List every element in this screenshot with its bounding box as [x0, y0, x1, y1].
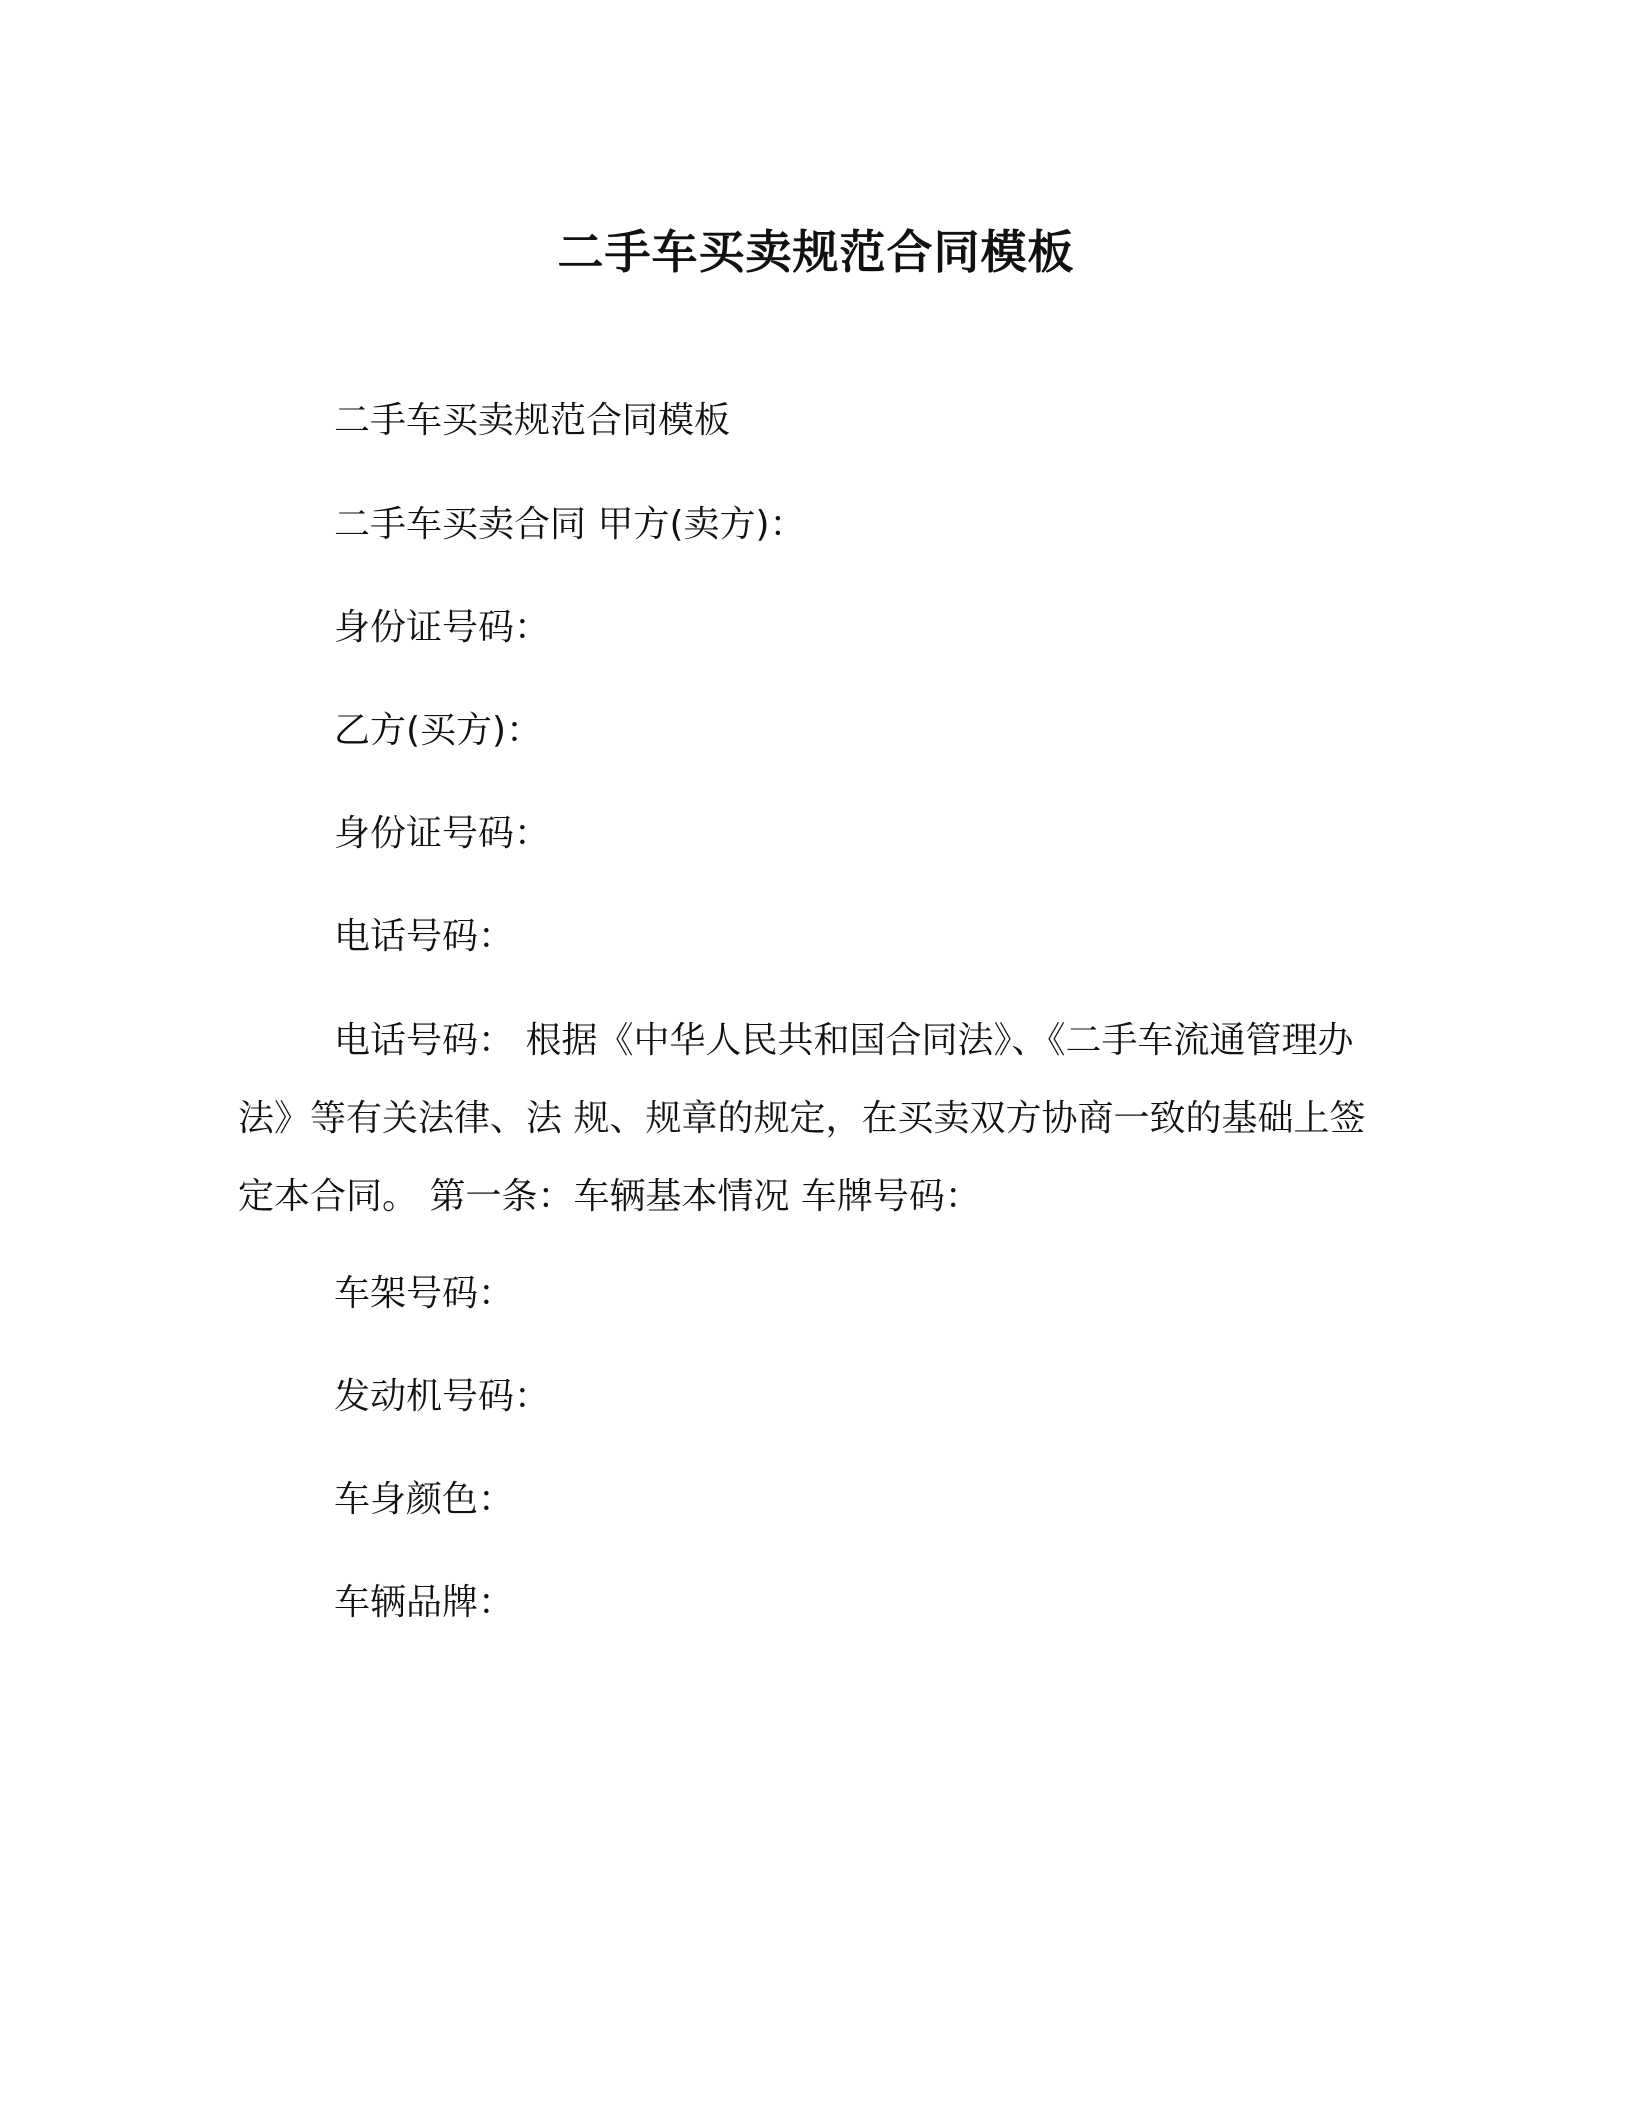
phone-line: 电话号码： — [334, 916, 515, 957]
document-title: 二手车买卖规范合同模板 — [557, 225, 1075, 279]
vehicle-brand-line: 车辆品牌： — [334, 1582, 515, 1623]
buyer-id-line: 身份证号码： — [334, 813, 551, 854]
subtitle-line: 二手车买卖规范合同模板 — [334, 400, 731, 441]
buyer-line: 乙方(买方)： — [334, 710, 543, 751]
contract-basis-paragraph — [238, 1002, 1388, 1236]
seller-id-line: 身份证号码： — [334, 607, 551, 648]
body-color-line: 车身颜色： — [334, 1479, 515, 1520]
engine-number-line: 发动机号码： — [334, 1376, 551, 1417]
frame-number-line: 车架号码： — [334, 1273, 515, 1314]
contract-basis-text: 电话号码： 根据《中华人民共和国合同法》、《二手车流通管理办法》等有关法律、法 规、规章的规定，在买卖双方协商一致的基础上签定本合同。 第一条：车辆基本情况 车牌号码： — [238, 1020, 1366, 1217]
seller-line: 二手车买卖合同 甲方(卖方)： — [334, 504, 806, 545]
